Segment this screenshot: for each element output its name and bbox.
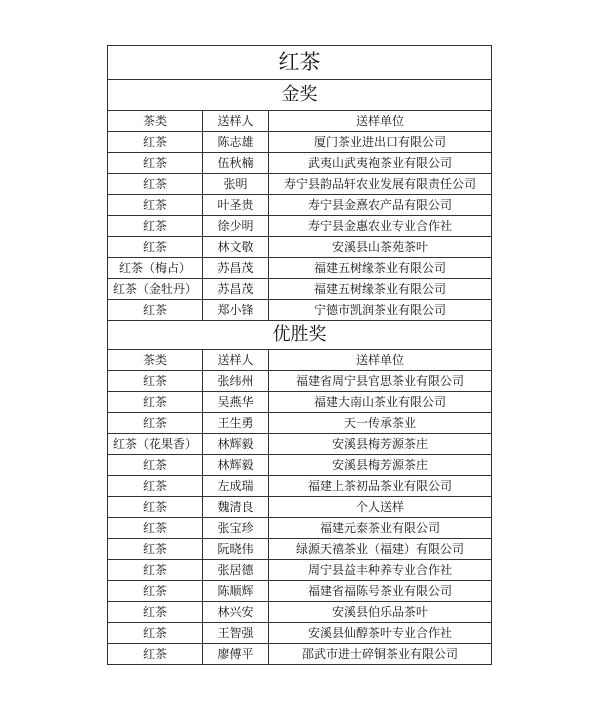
- table-row: [108, 300, 492, 321]
- table-row: [108, 497, 492, 518]
- cell-category: 红茶: [108, 174, 203, 195]
- cell-category: 红茶: [108, 539, 203, 560]
- column-header-unit: 送样单位: [269, 111, 492, 132]
- cell-unit: 福建元泰茶业有限公司: [269, 518, 492, 539]
- cell-category: 红茶: [108, 371, 203, 392]
- cell-sender: 张居德: [203, 560, 269, 581]
- cell-category: 红茶（金牡丹）: [108, 279, 203, 300]
- cell-category: 红茶: [108, 132, 203, 153]
- cell-unit: 安溪县仙醇茶叶专业合作社: [269, 623, 492, 644]
- cell-sender: 吴燕华: [203, 392, 269, 413]
- cell-sender: 叶圣贵: [203, 195, 269, 216]
- award-table: [107, 45, 492, 665]
- section-title: 金奖: [108, 80, 492, 111]
- table-row: [108, 455, 492, 476]
- table-row: [108, 413, 492, 434]
- cell-sender: 王生勇: [203, 413, 269, 434]
- cell-unit: 寿宁县韵品轩农业发展有限责任公司: [269, 174, 492, 195]
- cell-unit: 安溪县梅芳源茶庄: [269, 434, 492, 455]
- cell-category: 红茶: [108, 195, 203, 216]
- cell-unit: 福建省周宁县官思茶业有限公司: [269, 371, 492, 392]
- cell-category: 红茶（花果香）: [108, 434, 203, 455]
- cell-category: 红茶: [108, 455, 203, 476]
- cell-unit: 武夷山武夷袍茶业有限公司: [269, 153, 492, 174]
- table-title-row: [108, 46, 492, 80]
- cell-sender: 苏昌茂: [203, 279, 269, 300]
- table-row: [108, 518, 492, 539]
- cell-sender: 张明: [203, 174, 269, 195]
- cell-sender: 张宝珍: [203, 518, 269, 539]
- cell-unit: 寿宁县金熹农产品有限公司: [269, 195, 492, 216]
- cell-unit: 天一传承茶业: [269, 413, 492, 434]
- cell-unit: 绿源天禧茶业（福建）有限公司: [269, 539, 492, 560]
- table-row: [108, 623, 492, 644]
- cell-sender: 阮晓伟: [203, 539, 269, 560]
- cell-category: 红茶: [108, 518, 203, 539]
- cell-category: 红茶: [108, 644, 203, 665]
- column-header-row: [108, 111, 492, 132]
- table-row: [108, 560, 492, 581]
- cell-sender: 林辉毅: [203, 434, 269, 455]
- table-row: [108, 237, 492, 258]
- cell-unit: 福建大南山茶业有限公司: [269, 392, 492, 413]
- section-header-row: [108, 321, 492, 350]
- cell-sender: 郑小锋: [203, 300, 269, 321]
- cell-unit: 厦门茶业进出口有限公司: [269, 132, 492, 153]
- table-row: [108, 153, 492, 174]
- cell-category: 红茶: [108, 413, 203, 434]
- cell-sender: 左成瑞: [203, 476, 269, 497]
- cell-category: 红茶: [108, 392, 203, 413]
- table-title: 红茶: [108, 46, 492, 80]
- cell-unit: 安溪县伯乐品茶叶: [269, 602, 492, 623]
- cell-sender: 林文敬: [203, 237, 269, 258]
- table-row: [108, 644, 492, 665]
- column-header-sender: 送样人: [203, 350, 269, 371]
- cell-sender: 林兴安: [203, 602, 269, 623]
- table-row: [108, 258, 492, 279]
- table-row: [108, 539, 492, 560]
- cell-unit: 周宁县益丰种养专业合作社: [269, 560, 492, 581]
- cell-category: 红茶: [108, 153, 203, 174]
- table-row: [108, 581, 492, 602]
- section-header-row: [108, 80, 492, 111]
- cell-unit: 寿宁县金惠农业专业合作社: [269, 216, 492, 237]
- cell-unit: 福建五树缘茶业有限公司: [269, 258, 492, 279]
- cell-category: 红茶: [108, 300, 203, 321]
- column-header-category: 茶类: [108, 350, 203, 371]
- cell-category: 红茶（梅占）: [108, 258, 203, 279]
- table-row: [108, 602, 492, 623]
- table-row: [108, 371, 492, 392]
- column-header-category: 茶类: [108, 111, 203, 132]
- cell-sender: 苏昌茂: [203, 258, 269, 279]
- table-row: [108, 216, 492, 237]
- column-header-row: [108, 350, 492, 371]
- cell-category: 红茶: [108, 237, 203, 258]
- cell-category: 红茶: [108, 476, 203, 497]
- table-row: [108, 279, 492, 300]
- cell-sender: 徐少明: [203, 216, 269, 237]
- cell-category: 红茶: [108, 497, 203, 518]
- cell-unit: 福建上茶初品茶业有限公司: [269, 476, 492, 497]
- table-row: [108, 195, 492, 216]
- cell-sender: 陈志雄: [203, 132, 269, 153]
- cell-sender: 王智强: [203, 623, 269, 644]
- table-row: [108, 392, 492, 413]
- table-row: [108, 434, 492, 455]
- table-row: [108, 132, 492, 153]
- section-title: 优胜奖: [108, 321, 492, 350]
- cell-sender: 魏清良: [203, 497, 269, 518]
- cell-unit: 个人送样: [269, 497, 492, 518]
- cell-unit: 宁德市凯润茶业有限公司: [269, 300, 492, 321]
- column-header-unit: 送样单位: [269, 350, 492, 371]
- cell-sender: 伍秋楠: [203, 153, 269, 174]
- table-row: [108, 174, 492, 195]
- cell-category: 红茶: [108, 581, 203, 602]
- column-header-sender: 送样人: [203, 111, 269, 132]
- award-table-body: [108, 46, 492, 665]
- cell-unit: 安溪县梅芳源茶庄: [269, 455, 492, 476]
- cell-unit: 安溪县山茶苑茶叶: [269, 237, 492, 258]
- cell-category: 红茶: [108, 623, 203, 644]
- cell-sender: 陈顺辉: [203, 581, 269, 602]
- cell-sender: 廖傅平: [203, 644, 269, 665]
- cell-unit: 福建省福陈号茶业有限公司: [269, 581, 492, 602]
- cell-category: 红茶: [108, 602, 203, 623]
- cell-category: 红茶: [108, 216, 203, 237]
- cell-sender: 林辉毅: [203, 455, 269, 476]
- cell-sender: 张纬州: [203, 371, 269, 392]
- table-row: [108, 476, 492, 497]
- cell-unit: 邵武市进士碎铜茶业有限公司: [269, 644, 492, 665]
- cell-unit: 福建五树缘茶业有限公司: [269, 279, 492, 300]
- cell-category: 红茶: [108, 560, 203, 581]
